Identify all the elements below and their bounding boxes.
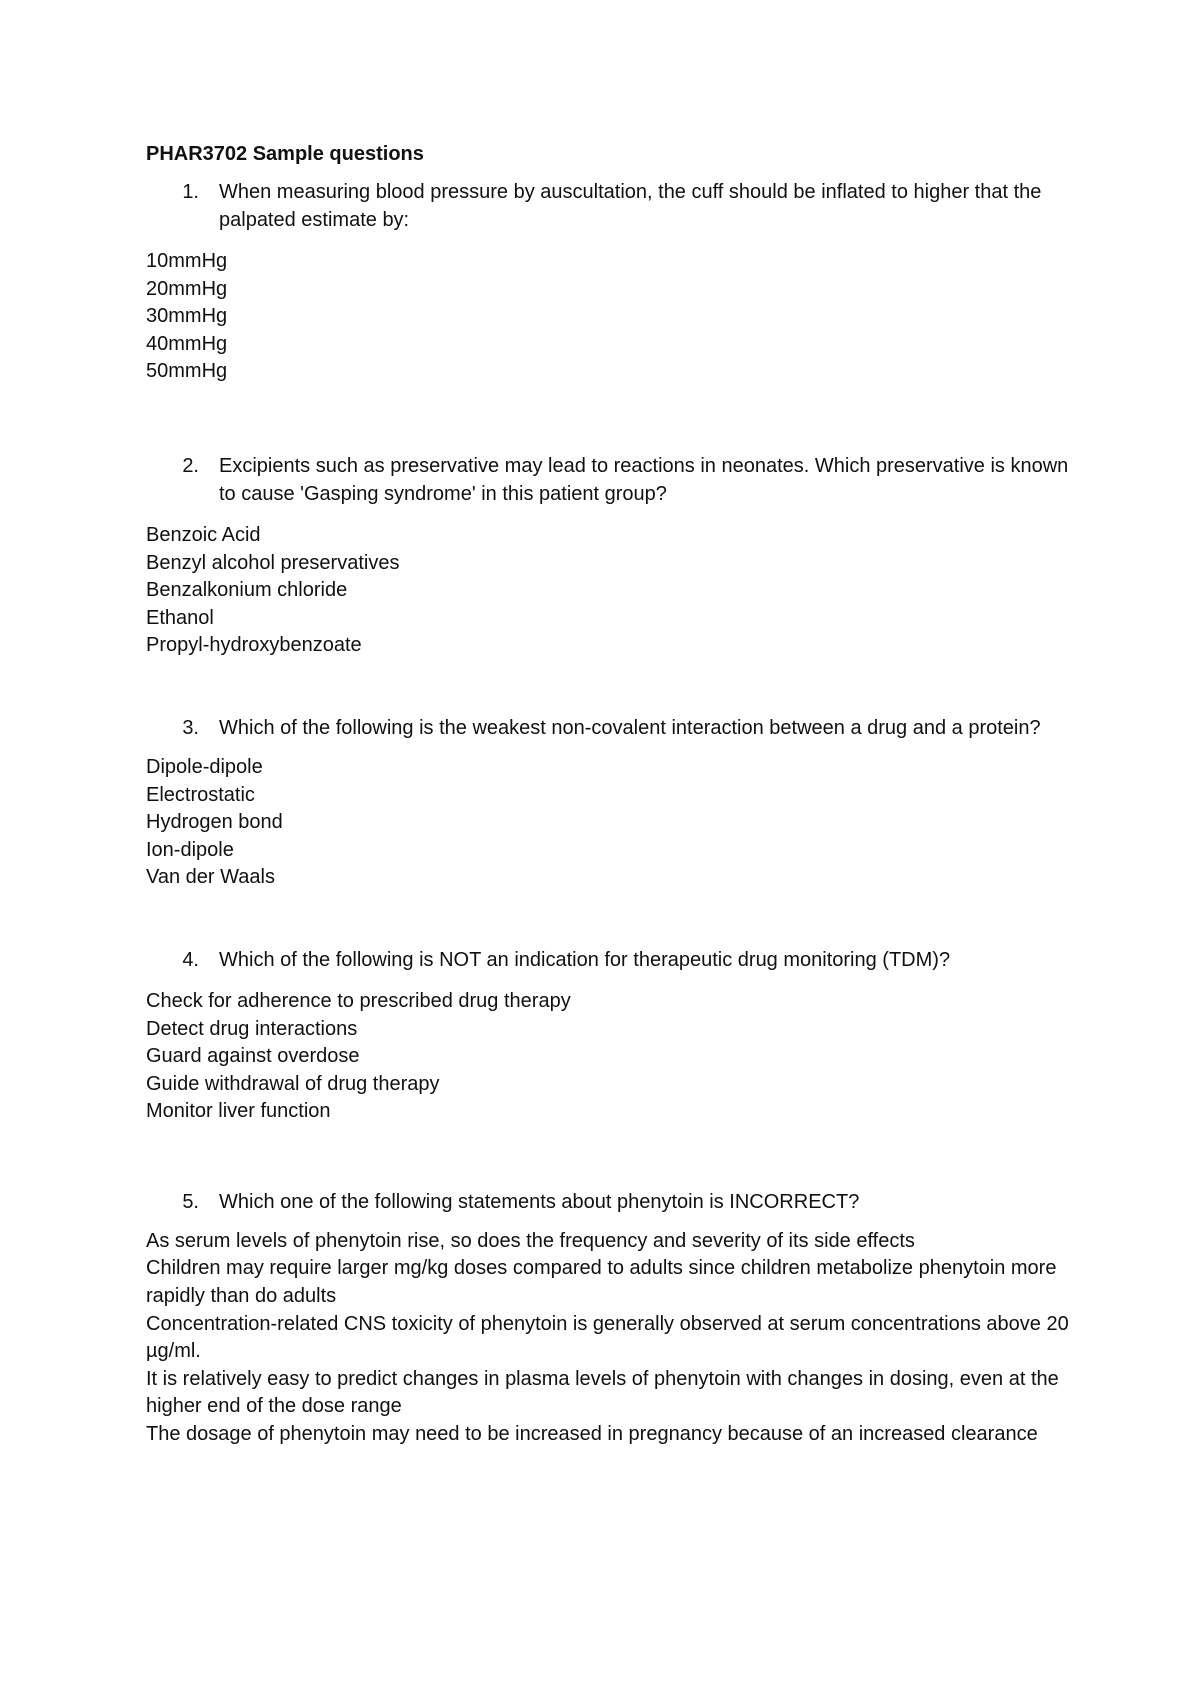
question-2: [146, 452, 1086, 508]
question-number: 3.: [182, 716, 199, 739]
option-item: Benzoic Acid: [146, 523, 261, 546]
option-item: 50mmHg: [146, 360, 228, 383]
option-item: Guide withdrawal of drug therapy: [146, 1072, 440, 1095]
question-text: Which of the following is NOT an indication for therapeutic drug monitoring (TDM)?: [219, 948, 951, 971]
question-3: [146, 714, 1086, 742]
question-4: [146, 946, 1086, 974]
question-number: 4.: [182, 948, 199, 971]
question-1: [146, 178, 1086, 234]
option-item: 10mmHg: [146, 250, 228, 272]
option-item: Propyl-hydroxybenzoate: [146, 634, 362, 657]
question-text: When measuring blood pressure by auscultation, the cuff should be inflated to higher that the palpated estimate by:: [219, 181, 1042, 231]
spacer: [146, 386, 1086, 452]
options-list-3: [146, 754, 1086, 892]
options-list-2: [146, 522, 1086, 660]
options-list-4: [146, 988, 1086, 1126]
option-item: It is relatively easy to predict changes in plasma levels of phenytoin with changes in dosing, even at the higher end of the dose range: [146, 1367, 1059, 1418]
spacer: [146, 660, 1086, 714]
question-number: 1.: [182, 181, 199, 203]
spacer: [146, 1126, 1086, 1188]
option-item: Detect drug interactions: [146, 1017, 358, 1040]
option-item: Monitor liver function: [146, 1100, 331, 1123]
option-item: Check for adherence to prescribed drug therapy: [146, 989, 571, 1012]
option-item: Van der Waals: [146, 866, 275, 889]
options-list-5: [146, 1228, 1086, 1449]
question-number: 2.: [182, 454, 199, 477]
option-item: Electrostatic: [146, 783, 255, 806]
option-item: Benzalkonium chloride: [146, 579, 348, 602]
option-item: Guard against overdose: [146, 1045, 360, 1068]
option-item: Benzyl alcohol preservatives: [146, 551, 400, 574]
option-item: Dipole-dipole: [146, 755, 263, 778]
option-item: As serum levels of phenytoin rise, so does the frequency and severity of its side effects: [146, 1229, 915, 1252]
option-item: Concentration-related CNS toxicity of phenytoin is generally observed at serum concentrations above 20 µg/ml.: [146, 1312, 1069, 1363]
option-item: 30mmHg: [146, 305, 228, 328]
option-item: Hydrogen bond: [146, 811, 283, 834]
option-item: Children may require larger mg/kg doses compared to adults since children metabolize phenytoin more rapidly than do adults: [146, 1257, 1057, 1308]
spacer: [146, 892, 1086, 946]
question-text: Which of the following is the weakest non-covalent interaction between a drug and a protein?: [219, 716, 1041, 739]
document-page: [146, 140, 1086, 1449]
question-5: [146, 1188, 1086, 1216]
option-item: 40mmHg: [146, 332, 228, 355]
option-item: 20mmHg: [146, 277, 228, 300]
option-item: The dosage of phenytoin may need to be increased in pregnancy because of an increased clearance: [146, 1423, 1038, 1446]
option-item: Ion-dipole: [146, 838, 234, 861]
options-list-1: [146, 248, 1086, 386]
option-item: Ethanol: [146, 606, 214, 629]
question-number: 5.: [182, 1190, 199, 1213]
document-title: PHAR3702 Sample questions: [146, 143, 424, 165]
question-text: Excipients such as preservative may lead to reactions in neonates. Which preservative is known to cause 'Gasping syndrome' in this patient group?: [219, 454, 1069, 505]
question-text: Which one of the following statements about phenytoin is INCORRECT?: [219, 1190, 860, 1213]
